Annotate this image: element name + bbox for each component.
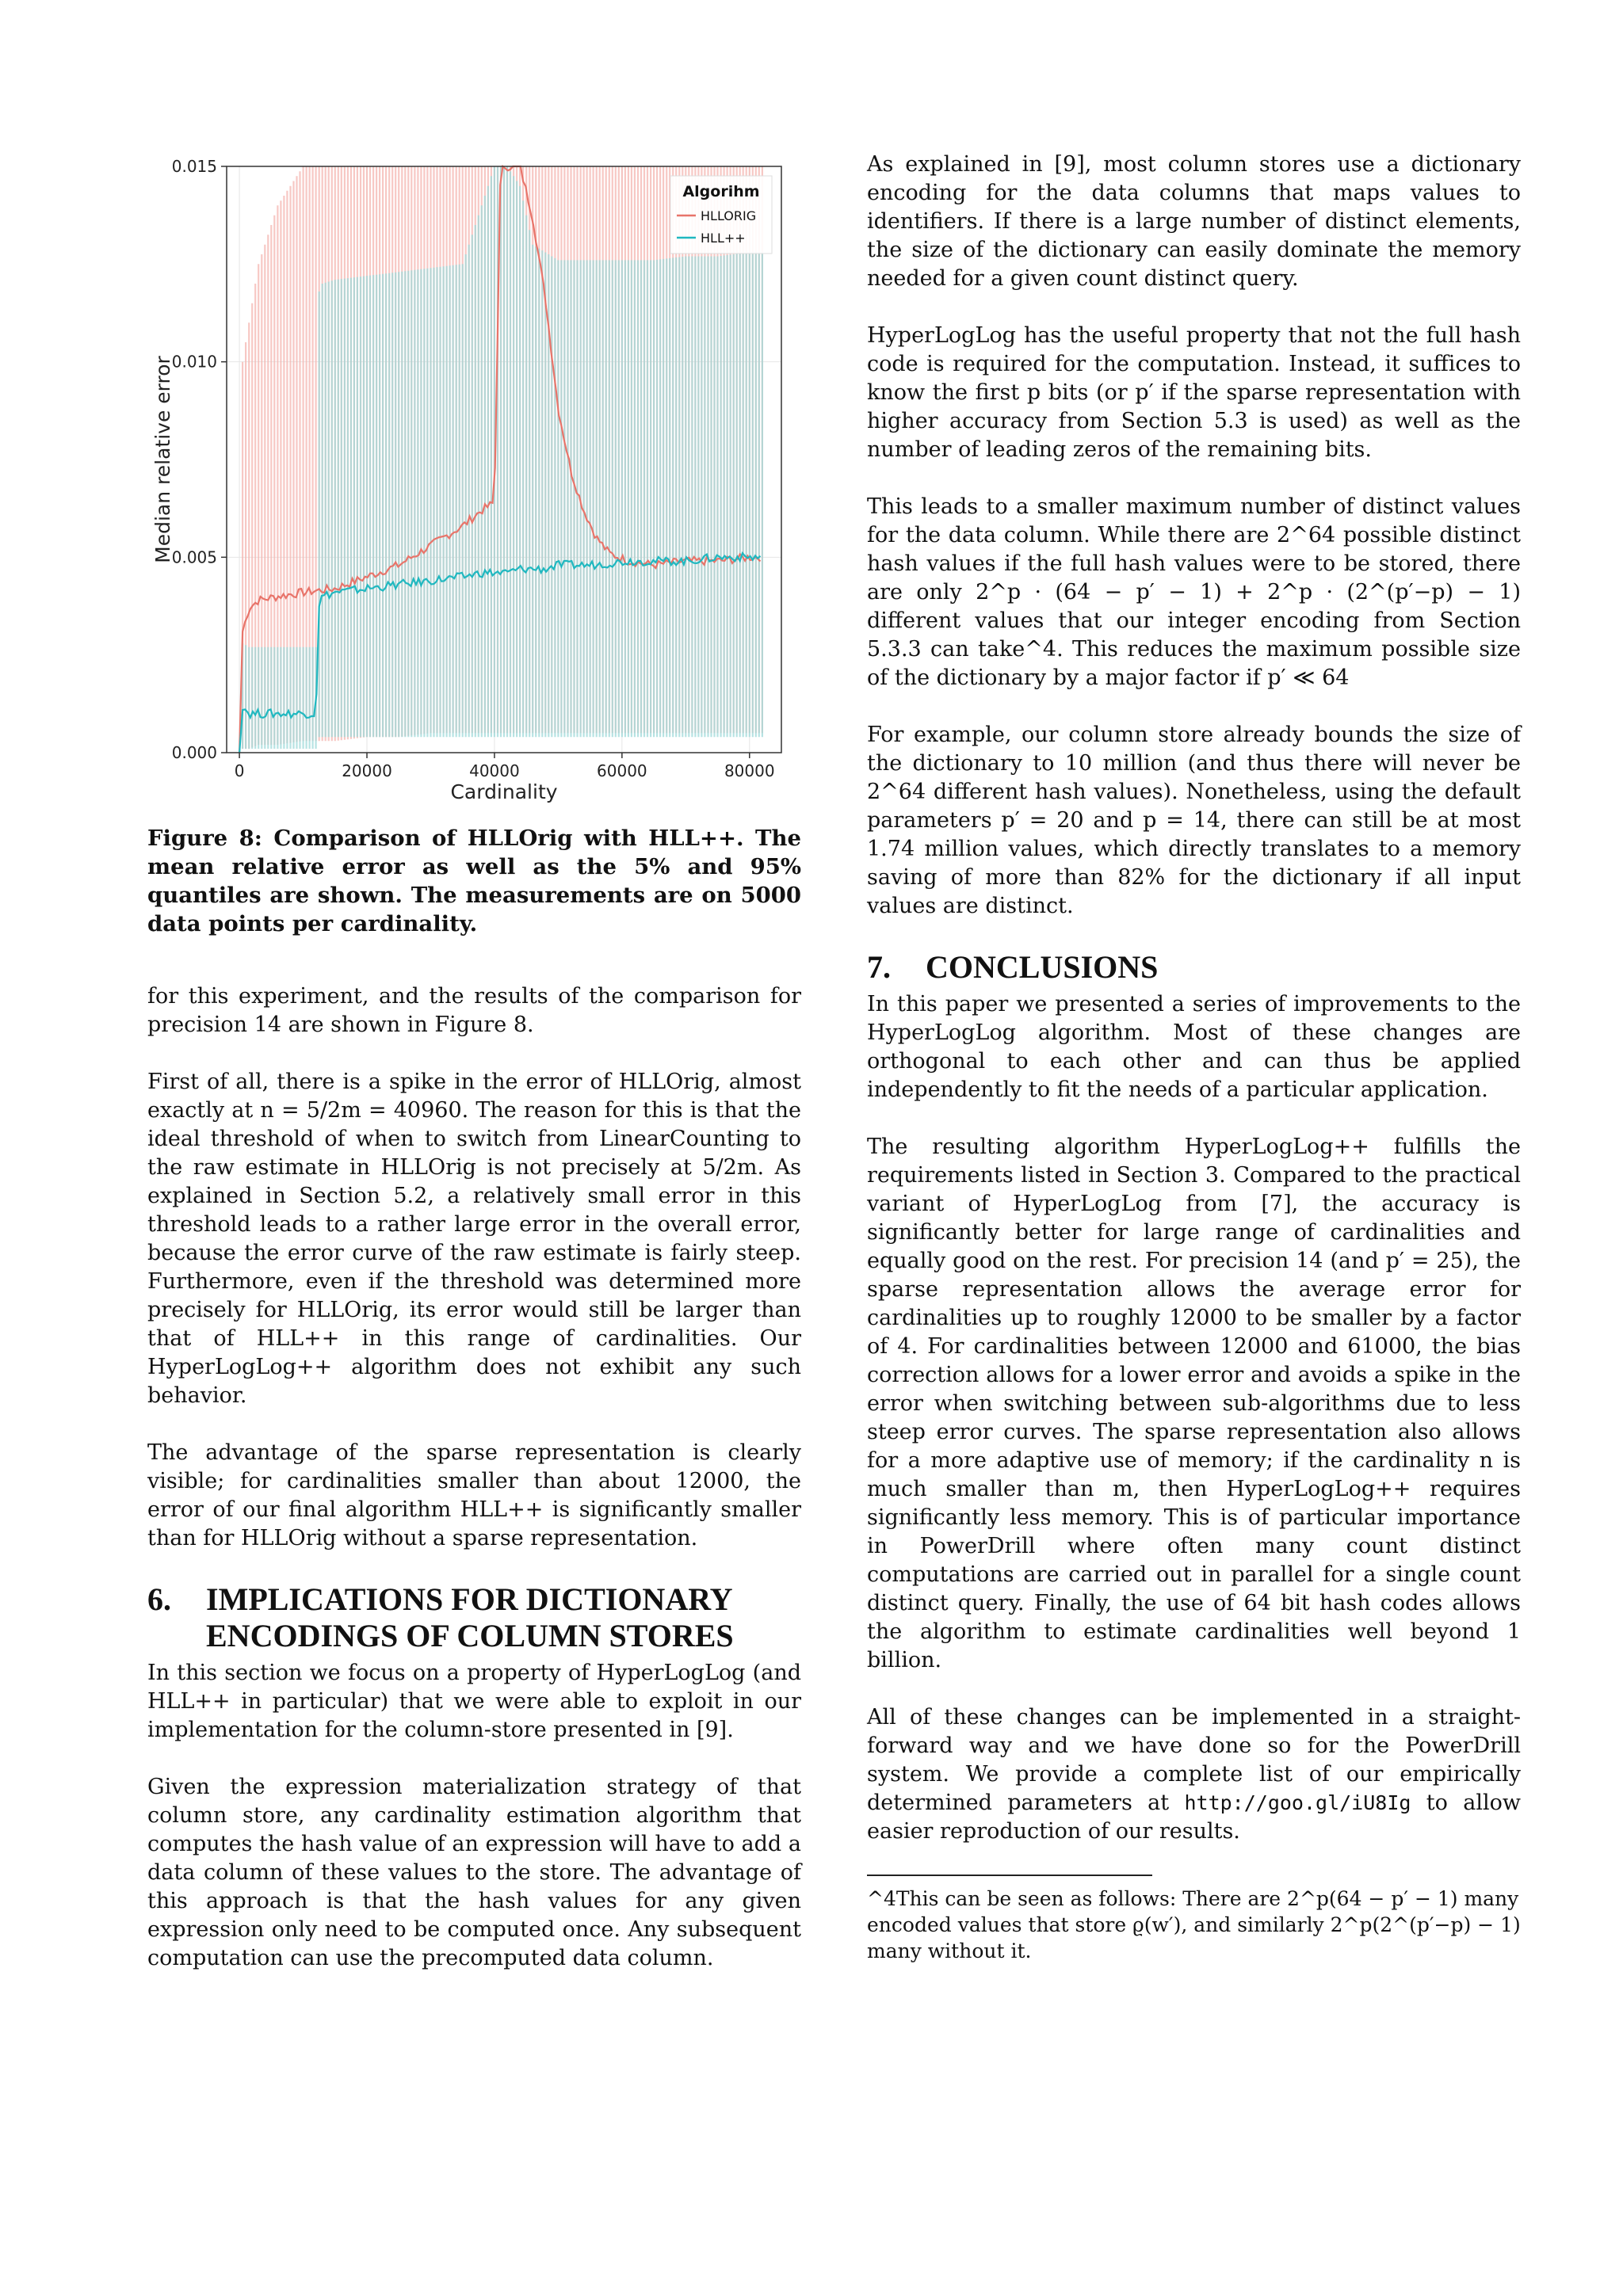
legend-title: Algorihm — [682, 183, 760, 200]
section-7-title: CONCLUSIONS — [926, 949, 1159, 985]
legend-label-1: HLL++ — [701, 231, 746, 246]
section-6-heading — [147, 1581, 801, 1654]
right-paragraph-7b: to allow easier reproduction of our results. — [867, 1791, 1522, 1844]
figure-8-caption — [147, 824, 801, 938]
left-paragraph-1: for this experiment, and the results of the comparison for precision 14 are shown in Figure 8. — [147, 984, 801, 1037]
y-tick-label-2: 0.010 — [171, 352, 217, 372]
y-tick-label-3: 0.015 — [171, 157, 217, 176]
left-column — [147, 151, 801, 2001]
right-paragraph-3: This leads to a smaller maximum number of distinct values for the data column. While there are 2^64 possible distinct hash values if the full hash values were to be stored, there are only 2^p · (64 − p′ − 1) + 2^p · (2^(p′−p) − 1) different values that our integer encoding from Section 5.3.3 can take^4. This reduces the maximum possible size of the dictionary by a major factor if p′ ≪ 64 — [867, 494, 1521, 690]
footnote-4: ^4This can be seen as follows: There are 2^p(64 − p′ − 1) many encoded values that store ϱ(w′), and similarly 2^p(2^(p′−p) − 1) many without it. — [867, 1887, 1521, 1962]
left-paragraph-2: First of all, there is a spike in the error of HLLOrig, almost exactly at n = 5/2m = 40960. The reason for this is that the ideal threshold of when to switch from LinearCounting to the raw estimate in HLLOrig is not precisely at 5/2m. As explained in Section 5.2, a relatively small error in this threshold leads to a rather large error in the overall error, because the error curve of the raw estimate is fairly steep. Furthermore, even if the threshold was determined more precisely for HLLOrig, its error would still be larger than that of HLL++ in this range of cardinalities. Our HyperLogLog++ algorithm does not exhibit any such behavior. — [147, 1070, 801, 1408]
left-paragraph-3: The advantage of the sparse representation is clearly visible; for cardinalities smaller than about 12000, the error of our final algorithm HLL++ is significantly smaller than for HLLOrig without a sparse representation. — [147, 1440, 801, 1550]
right-paragraph-6: The resulting algorithm HyperLogLog++ fulfills the requirements listed in Section 3. Compared to the practical variant of HyperLogLog from [7], the accuracy is significantly better for large range of cardinalities and equally good on the rest. For precision 14 (and p′ = 25), the sparse representation allows the average error for cardinalities up to roughly 12000 to be smaller by a factor of 4. For cardinalities between 12000 and 61000, the bias correction allows for a lower error and avoids a spike in the error when switching between sub-algorithms due to less steep error curves. The sparse representation also allows for a more adaptive use of memory; if the cardinality n is much smaller than m, then HyperLogLog++ requires significantly less memory. This is of particular importance in PowerDrill where often many count distinct computations are carried out in parallel for a single count distinct query. Finally, the use of 64 bit hash codes allows the algorithm to estimate cardinalities well beyond 1 billion. — [867, 1135, 1521, 1672]
x-tick-label-1: 20000 — [342, 761, 392, 780]
right-paragraph-7 — [867, 1703, 1521, 1846]
right-paragraph-2: HyperLogLog has the useful property that not the full hash code is required for the computation. Instead, it suffices to know the first p bits (or p′ if the sparse representation with higher accuracy from Section 5.3 is used) as well as the number of leading zeros of the remaining bits. — [867, 323, 1521, 462]
y-tick-label-1: 0.005 — [171, 547, 217, 567]
right-paragraph-1: As explained in [9], most column stores use a dictionary encoding for the data columns that maps values to identifiers. If there is a large number of distinct elements, the size of the dictionary can easily dominate the memory needed for a given count distinct query. — [867, 152, 1521, 291]
right-paragraph-4: For example, our column store already bounds the size of the dictionary to 10 million (and thus there will never be 2^64 different hash values). Nonetheless, using the default parameters p′ = 20 and p = 14, there can still be at most 1.74 million values, which directly translates to a memory saving of more than 82% for the dictionary if all input values are distinct. — [867, 723, 1521, 918]
legend-label-0: HLLORIG — [701, 208, 757, 223]
left-paragraph-5: Given the expression materialization strategy of that column store, any cardinality estimation algorithm that computes the hash value of an expression will have to add a data column of these values to the store. The advantage of this approach is that the hash values for any given expression only need to be computed once. Any subsequent computation can use the precomputed data column. — [147, 1775, 801, 1970]
figure-8-chart — [147, 151, 801, 824]
y-tick-label-0: 0.000 — [171, 743, 217, 762]
left-paragraph-4: In this section we focus on a property of HyperLogLog (and HLL++ in particular) that we were able to exploit in our implementation for the column-store presented in [9]. — [147, 1661, 801, 1742]
parameters-link[interactable]: http://goo.gl/iU8Ig — [1184, 1791, 1411, 1814]
figure-caption-label: Figure 8: — [147, 826, 262, 851]
x-axis-label: Cardinality — [450, 780, 558, 803]
figure-8 — [147, 151, 801, 824]
section-6-number: 6. — [147, 1581, 171, 1617]
x-tick-label-4: 80000 — [724, 761, 775, 780]
figure-caption-text: Comparison of HLLOrig with HLL++. The mean relative error as well as the 5% and 95% quantiles are shown. The measurements are on 5000 data points per cardinality. — [147, 826, 801, 936]
section-6-title: IMPLICATIONS FOR DICTIONARY ENCODINGS OF COLUMN STORES — [206, 1581, 734, 1653]
right-paragraph-5: In this paper we presented a series of improvements to the HyperLogLog algorithm. Most of these changes are orthogonal to each other and can thus be applied independently to fit the needs of a particular application. — [867, 992, 1521, 1102]
x-tick-label-2: 40000 — [469, 761, 520, 780]
right-column — [867, 151, 1521, 1964]
y-axis-label: Median relative error — [151, 356, 174, 563]
right-paragraph-7a: All of these changes can be implemented in a straight-forward way and we have done so for the PowerDrill system. We provide a complete list of our empirically determined parameters at — [867, 1705, 1521, 1815]
section-7-number: 7. — [867, 949, 891, 985]
section-7-heading — [867, 949, 1521, 986]
x-tick-label-3: 60000 — [597, 761, 647, 780]
footnote-divider — [867, 1875, 1152, 1876]
x-tick-label-0: 0 — [234, 761, 245, 780]
